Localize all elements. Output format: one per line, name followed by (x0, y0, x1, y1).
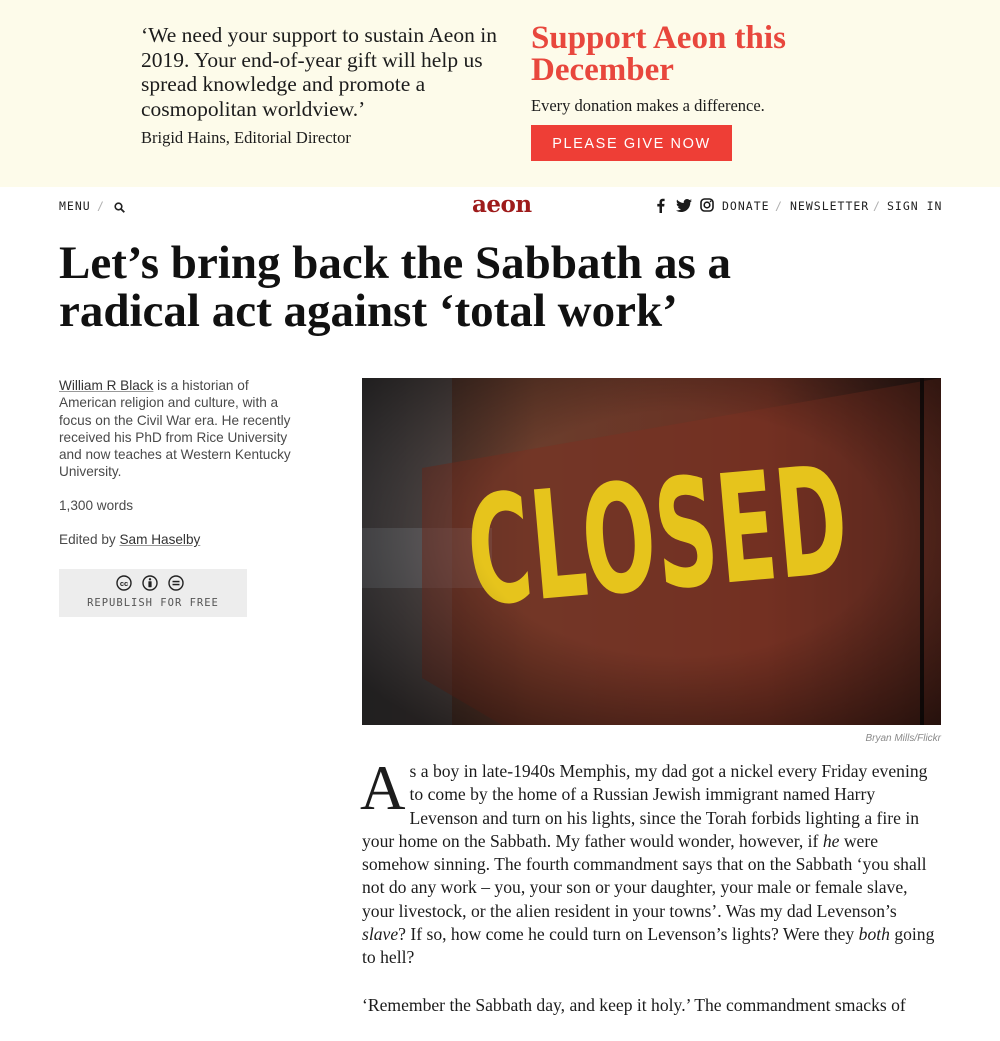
hero-image (362, 378, 941, 725)
article-body (360, 753, 944, 1041)
nav-separator: / (97, 199, 105, 213)
drop-cap: A (360, 753, 406, 823)
search-icon[interactable] (114, 200, 125, 218)
donation-quote: ‘We need your support to sustain Aeon in 2019. Your end-of-year gift will help us spread knowledge and promote a cosmopolitan worldview.’ (141, 23, 497, 121)
instagram-icon[interactable] (700, 198, 714, 217)
donate-link[interactable]: DONATE (722, 199, 770, 213)
republish-button[interactable] (59, 569, 247, 617)
sign-in-link[interactable]: SIGN IN (887, 199, 943, 213)
nav-separator: / (775, 199, 783, 213)
image-credit: Bryan Mills/Flickr (865, 733, 941, 744)
nav-separator: / (873, 199, 881, 213)
quote-attribution: Brigid Hains, Editorial Director (141, 128, 351, 147)
support-title: Support Aeon this December (531, 20, 786, 88)
article-paragraph: ‘Remember the Sabbath day, and keep it holy.’ The commandment smacks of (362, 994, 906, 1015)
cc-icon (117, 576, 131, 590)
word-count: 1,300 words (59, 498, 134, 513)
author-bio-text: is a historian of American religion and culture, with a focus on the Civil War era. He recently received his PhD from Rice University and now teaches at Western Kentucky University. (59, 378, 291, 480)
twitter-icon[interactable] (676, 199, 692, 217)
edited-by (59, 532, 200, 547)
no-derivatives-icon (169, 576, 183, 590)
svg-text:cc: cc (119, 579, 129, 588)
donation-banner (0, 0, 1000, 187)
menu-link[interactable]: MENU (59, 199, 91, 213)
creative-commons-icons (116, 575, 190, 597)
facebook-icon[interactable] (656, 198, 665, 218)
republish-label: REPUBLISH FOR FREE (87, 597, 219, 609)
author-link[interactable]: William R Black (59, 378, 154, 393)
article-title: Let’s bring back the Sabbath as a radical act against ‘total work’ (59, 237, 732, 337)
author-bio (59, 377, 294, 481)
support-subtitle: Every donation makes a difference. (531, 96, 765, 115)
attribution-icon (143, 576, 157, 590)
aeon-logo[interactable]: aeon (472, 191, 532, 218)
editor-link[interactable]: Sam Haselby (119, 532, 201, 547)
give-now-button[interactable]: PLEASE GIVE NOW (531, 125, 732, 161)
article-paragraph: As a boy in late-1940s Memphis, my dad got a nickel every Friday evening to come by the home of a Russian Jewish immigrant named Harry Levenson and turn on his lights, since the Torah forbids lighting a fire in your home on the Sabbath. My father would wonder, however, if he were somehow sinning. The fourth commandment says that on the Sabbath ‘you shall not do any work – you, your son or your daughter, your male or female slave, your livestock, or the alien resident in your towns’. Was my dad Levenson’s slave? If so, how come he could turn on Levenson’s lights? Were they both going to hell? (360, 753, 935, 968)
edited-by-label: Edited by (59, 532, 120, 547)
newsletter-link[interactable]: NEWSLETTER (790, 199, 870, 213)
